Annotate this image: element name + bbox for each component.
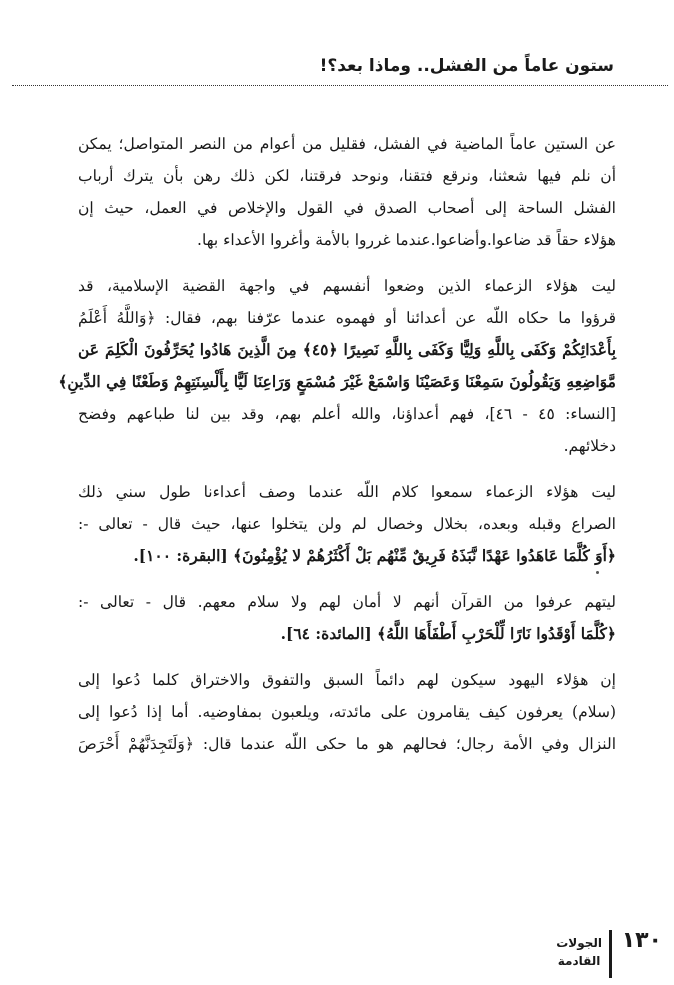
- quran-verse-line: ﴿كُلَّمَا أَوْقَدُوا نَارًا لِّلْحَرْبِ أَطْفَأَهَا اللَّهُ﴾ [المائدة: ٦٤].: [280, 624, 616, 643]
- footer-divider: [609, 930, 612, 978]
- series-title-line: القادمة: [557, 954, 601, 968]
- page-number: ١٣٠: [621, 928, 662, 953]
- text-line: ليت هؤلاء الزعماء الذين وضعوا أنفسهم في واجهة القضية الإسلامية، قد: [78, 277, 616, 295]
- text-line: ليت هؤلاء الزعماء سمعوا كلام اللّه عندما وصف أعداءنا طول سني ذلك: [78, 483, 616, 501]
- text-line: دخلائهم.: [563, 437, 616, 455]
- body-text: [58, 128, 617, 774]
- header-divider: [12, 85, 668, 86]
- text-line: قرؤوا ما حكاه اللّه عن أعدائنا أو فهموه عندما عرّفنا بهم، فقال: ﴿وَاللَّهُ أَعْلَمُ: [78, 309, 616, 327]
- page-footer: [542, 928, 662, 980]
- text-line: [النساء: ٤٥ - ٤٦]، فهم أعداؤنا، والله أعلم بهم، وقد بين لنا طباعهم وفضح: [78, 405, 616, 423]
- text-line: (سلام) يعرفون كيف يقامرون على مائدته، ويلعبون بمفاوضيه. أما إذا دُعوا إلى: [78, 703, 616, 721]
- quran-verse-line: ﴿أَوَ كُلَّمَا عَاهَدُوا عَهْدًا نَّبَذَهُ فَرِيقٌ مِّنْهُم بَلْ أَكْثَرُهُمْ لا يُؤْمِنُونَ﴾ [البقرة: ١٠٠].: [133, 546, 616, 565]
- text-line: هؤلاء حقاً قد ضاعوا.وأضاعوا.عندما غرروا بالأمة وأغروا الأعداء بها.: [197, 231, 616, 249]
- text-line: ليتهم عرفوا من القرآن أنهم لا أمان لهم ولا سلام معهم. قال - تعالى -:: [78, 593, 616, 611]
- stray-mark: [596, 571, 599, 574]
- text-line: النزال وفي الأمة رجال؛ فحالهم هو ما حكى اللّه عندما قال: ﴿وَلَتَجِدَنَّهُمْ أَحْرَصَ: [78, 735, 616, 753]
- page-title: ستون عاماً من الفشل.. وماذا بعد؟!: [319, 56, 614, 76]
- paragraph: [78, 128, 616, 256]
- quran-verse-line: بِأَعْدَائِكُمْ وَكَفَى بِاللَّهِ وَلِيًّا وَكَفَى بِاللَّهِ نَصِيرًا ﴿٤٥﴾ مِنَ الَّذِينَ هَادُوا يُحَرِّفُونَ الْكَلِمَ عَن: [78, 340, 617, 359]
- paragraph: [78, 586, 616, 650]
- text-line: الفشل الساحة إلى أصحاب الصدق في القول والإخلاص في العمل، حيث إن: [78, 199, 616, 217]
- paragraph: [78, 476, 616, 572]
- paragraph: [78, 664, 616, 760]
- text-line: إن هؤلاء اليهود سيكون لهم دائماً السبق والتفوق والاختراق كلما دُعوا إلى: [78, 671, 616, 689]
- page-header: [0, 52, 674, 92]
- series-title-line: الجولات: [556, 936, 602, 950]
- text-line: عن الستين عاماً الماضية في الفشل، فقليل من أعوام من النصر المتواصل؛ يمكن: [78, 135, 616, 153]
- text-line: الصراع وقبله وبعده، بخلال وخصال لم ولن يتخلوا عنها، حيث قال - تعالى -:: [78, 515, 616, 533]
- series-title: [556, 934, 602, 970]
- paragraph: [58, 270, 617, 462]
- quran-verse-line: مَّوَاضِعِهِ وَيَقُولُونَ سَمِعْنَا وَعَصَيْنَا وَاسْمَعْ غَيْرَ مُسْمَعٍ وَرَاعِنَا لَيًّا بِأَلْسِنَتِهِمْ وَطَعْنًا فِي الدِّينِ﴾: [58, 372, 616, 391]
- text-line: أن نلم فيها شعثنا، ونرقع فتقنا، ونوحد فرقتنا، لكن ذلك رهن بأن يترك أرباب: [78, 167, 616, 185]
